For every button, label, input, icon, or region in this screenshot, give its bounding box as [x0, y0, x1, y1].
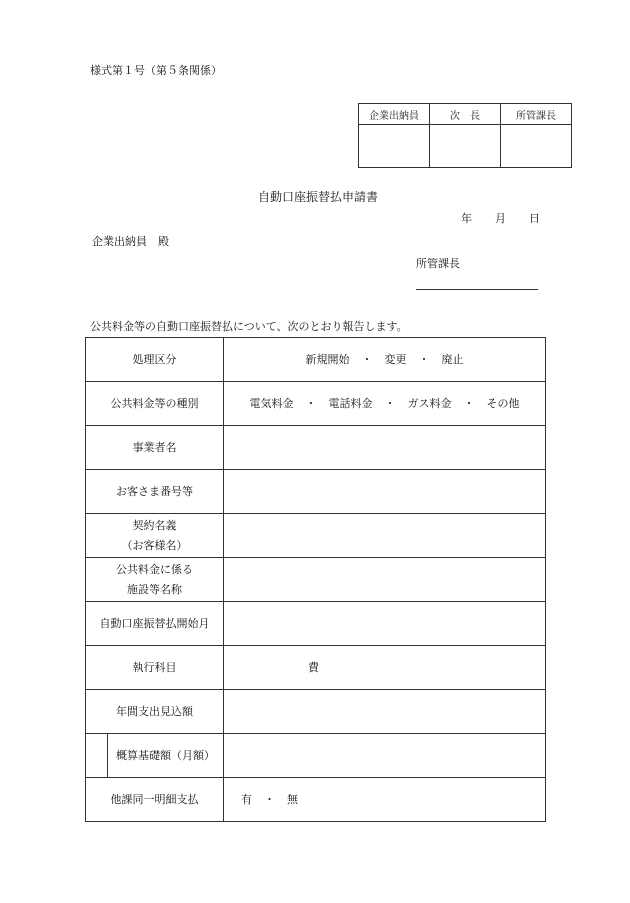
- label-line: （お客様名）: [121, 538, 188, 552]
- approval-stamp-box[interactable]: [430, 125, 501, 168]
- label-budget-item: 執行科目: [86, 646, 224, 690]
- other-section-options[interactable]: [224, 778, 546, 822]
- table-row: [86, 690, 546, 734]
- label-start-month: 自動口座振替払開始月: [86, 602, 224, 646]
- label-other-section-payment: 他課同一明細支払: [86, 778, 224, 822]
- signature-line[interactable]: [416, 289, 538, 290]
- option-other[interactable]: その他: [486, 396, 520, 410]
- separator: ・: [463, 396, 475, 410]
- table-row: [86, 558, 546, 602]
- facility-name-field[interactable]: [224, 558, 546, 602]
- option-change[interactable]: 変更: [384, 352, 407, 366]
- date-year: 年: [461, 212, 472, 225]
- approval-header-cashier: 企業出納員: [359, 104, 430, 125]
- table-row: [86, 382, 546, 426]
- indent-cell: [86, 734, 108, 778]
- table-row: [86, 734, 546, 778]
- approval-header-section-chief: 所管課長: [501, 104, 572, 125]
- table-row: [86, 338, 546, 382]
- label-line: 契約名義: [132, 518, 177, 532]
- approval-stamp-box[interactable]: [501, 125, 572, 168]
- annual-estimate-field[interactable]: [224, 690, 546, 734]
- intro-text: 公共料金等の自動口座振替払について、次のとおり報告します。: [90, 320, 408, 333]
- document-title: 自動口座振替払申請書: [258, 190, 379, 204]
- option-no[interactable]: 無: [287, 792, 298, 806]
- monthly-base-field[interactable]: [224, 734, 546, 778]
- option-telephone[interactable]: 電話料金: [328, 396, 373, 410]
- approval-header-deputy: 次 長: [430, 104, 501, 125]
- utility-type-options[interactable]: [224, 382, 546, 426]
- table-row: [86, 514, 546, 558]
- approval-stamp-table: [358, 103, 572, 168]
- label-line: 公共料金に係る: [116, 562, 193, 576]
- label-contract-holder: [86, 514, 224, 558]
- application-form-table: [85, 337, 546, 822]
- separator: ・: [418, 352, 430, 366]
- table-row: [86, 426, 546, 470]
- table-row: [86, 602, 546, 646]
- form-number: 様式第１号（第５条関係）: [90, 64, 222, 77]
- separator: ・: [361, 352, 373, 366]
- table-row: [86, 470, 546, 514]
- date-month: 月: [495, 212, 506, 225]
- budget-item-suffix: 費: [308, 660, 319, 674]
- separator: ・: [305, 396, 317, 410]
- label-customer-number: お客さま番号等: [86, 470, 224, 514]
- label-line: 施設等名称: [127, 582, 182, 596]
- label-facility-name: [86, 558, 224, 602]
- contract-holder-field[interactable]: [224, 514, 546, 558]
- provider-name-field[interactable]: [224, 426, 546, 470]
- approval-stamp-box[interactable]: [359, 125, 430, 168]
- option-electricity[interactable]: 電気料金: [249, 396, 294, 410]
- separator: ・: [264, 792, 275, 806]
- table-row: [86, 778, 546, 822]
- separator: ・: [384, 396, 396, 410]
- label-processing-type: 処理区分: [86, 338, 224, 382]
- label-monthly-base: 概算基礎額（月額）: [108, 734, 224, 778]
- label-provider-name: 事業者名: [86, 426, 224, 470]
- addressee: 企業出納員 殿: [92, 235, 169, 248]
- label-utility-type: 公共料金等の種別: [86, 382, 224, 426]
- applicant-title: 所管課長: [416, 257, 460, 270]
- option-yes[interactable]: 有: [241, 792, 252, 806]
- table-row: [86, 646, 546, 690]
- label-annual-estimate: 年間支出見込額: [86, 690, 224, 734]
- customer-number-field[interactable]: [224, 470, 546, 514]
- date-day: 日: [529, 212, 540, 225]
- start-month-field[interactable]: [224, 602, 546, 646]
- option-gas[interactable]: ガス料金: [407, 396, 452, 410]
- budget-item-field[interactable]: [224, 646, 546, 690]
- processing-type-options[interactable]: [224, 338, 546, 382]
- option-new[interactable]: 新規開始: [305, 352, 350, 366]
- option-abolish[interactable]: 廃止: [441, 352, 464, 366]
